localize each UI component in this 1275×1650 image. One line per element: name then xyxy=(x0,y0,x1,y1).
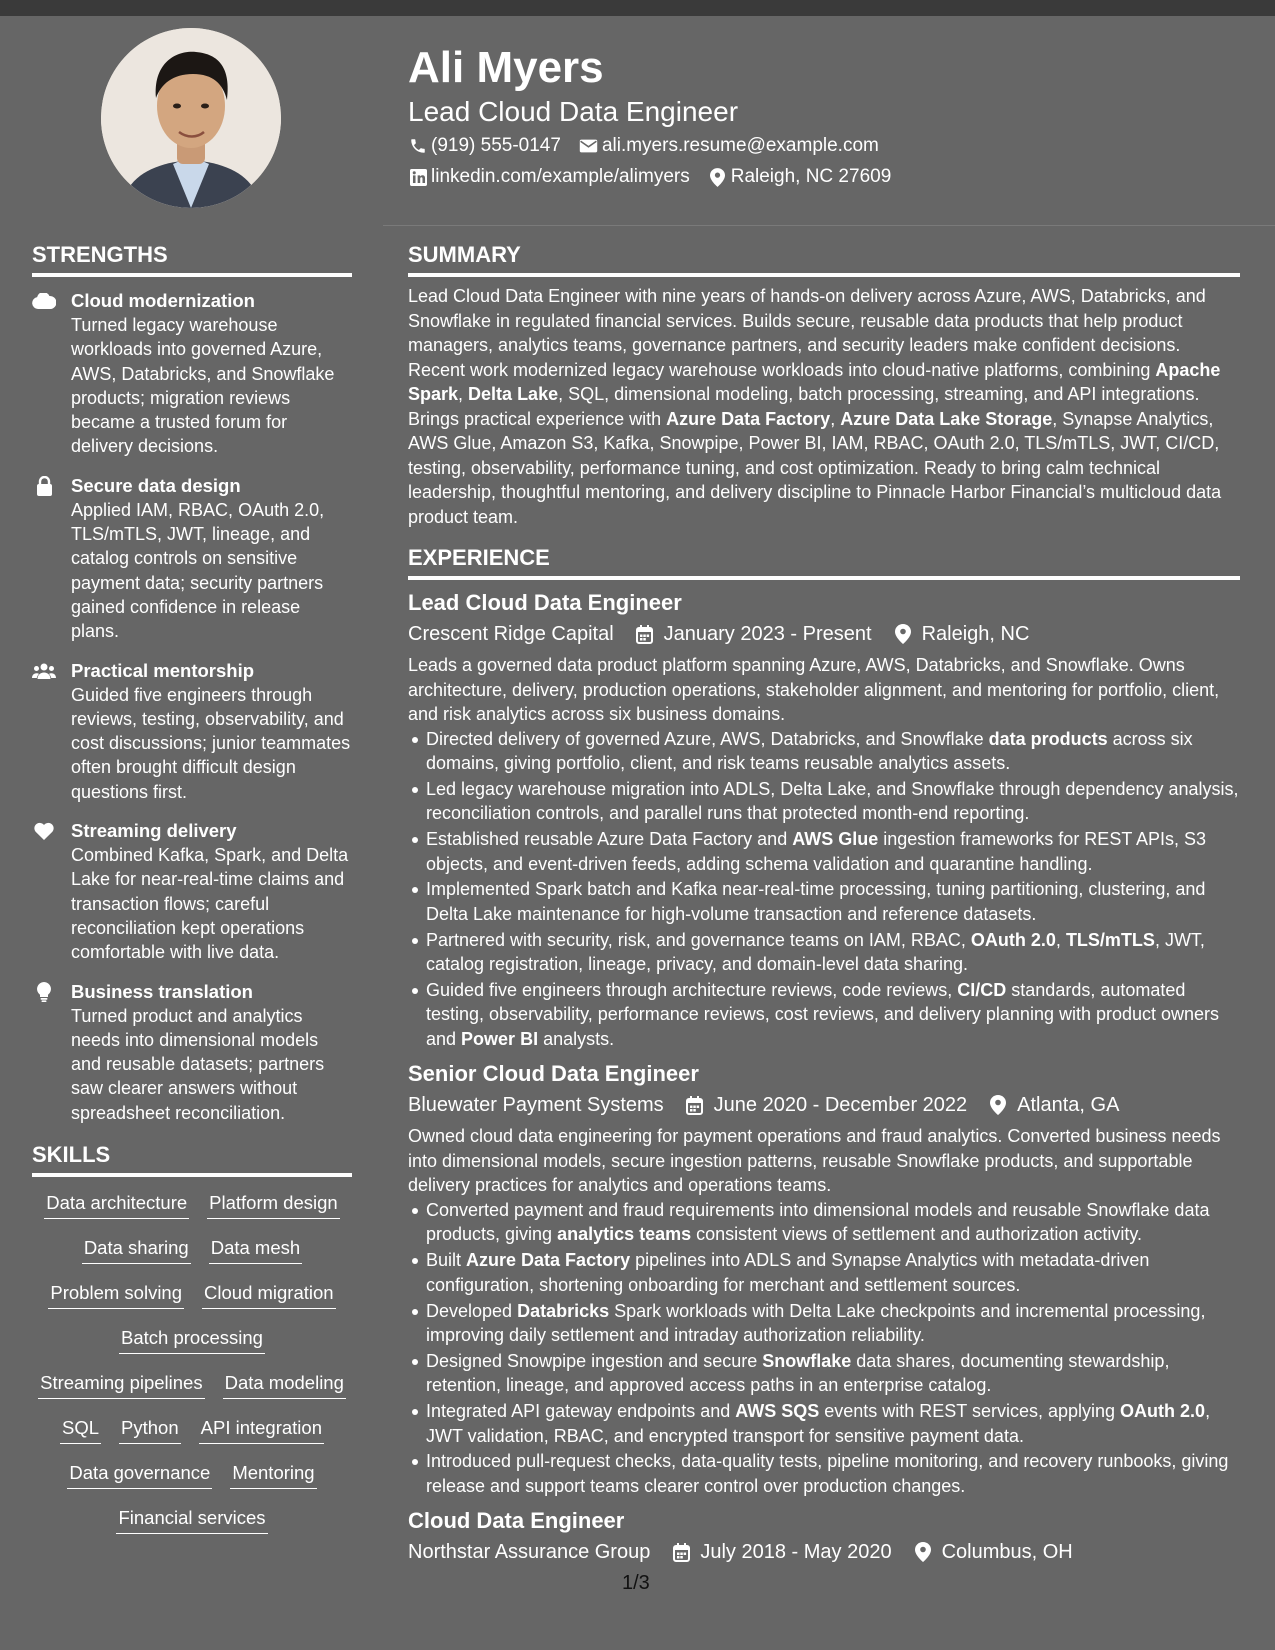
top-bar xyxy=(0,0,1275,16)
strengths-list xyxy=(32,289,352,1125)
strength-title: Cloud modernization xyxy=(71,290,255,311)
skill-row xyxy=(32,1191,352,1236)
calendar-icon xyxy=(670,1541,692,1563)
strength-item xyxy=(32,659,352,804)
job-description: Leads a governed data product platform spanning Azure, AWS, Databricks, and Snowflake. Owns architecture, delivery, production operations, stakeholder alignment, and mentoring for portfolio, client, and risk analytics across six business domains. xyxy=(408,655,1220,724)
heart-icon xyxy=(32,820,56,842)
list-item: Guided five engineers through architecture reviews, code reviews, CI/CD standards, automated testing, observability, performance reviews, cost reviews, and delivery planning with product owners and Power BI analysts. xyxy=(426,978,1240,1052)
cloud-icon xyxy=(32,290,56,312)
lightbulb-icon xyxy=(32,981,56,1003)
skill-row xyxy=(32,1326,352,1371)
skill-tag: Streaming pipelines xyxy=(38,1371,204,1399)
home-location: Raleigh, NC 27609 xyxy=(730,166,892,187)
location-pin-icon xyxy=(892,623,914,645)
summary-heading: SUMMARY xyxy=(408,242,521,267)
strength-title: Practical mentorship xyxy=(71,659,255,681)
skill-tag: Data sharing xyxy=(82,1236,191,1264)
skill-row xyxy=(32,1371,352,1416)
section-rule xyxy=(32,1173,352,1177)
skill-tag: Mentoring xyxy=(230,1461,316,1489)
strength-title: Streaming delivery xyxy=(71,820,237,842)
skill-row xyxy=(32,1236,352,1281)
list-item: Partnered with security, risk, and governance teams on IAM, RBAC, OAuth 2.0, TLS/mTLS, JWT, catalog registration, lineage, privacy, and domain-level data sharing. xyxy=(426,928,1240,977)
strength-item xyxy=(32,474,352,644)
skill-tag: API integration xyxy=(199,1416,324,1444)
list-item: Led legacy warehouse migration into ADLS, Delta Lake, and Snowflake through dependency analysis, reconciliation controls, and parallel runs that protected month-end reporting. xyxy=(426,777,1240,826)
list-item: Developed Databricks Spark workloads with Delta Lake checkpoints and incremental processing, improving daily settlement and intraday authorization reliability. xyxy=(426,1299,1240,1348)
skill-tag: Data mesh xyxy=(209,1236,302,1264)
list-item: Directed delivery of governed Azure, AWS, Databricks, and Snowflake data products across six domains, giving portfolio, client, and risk teams reusable analytics assets. xyxy=(426,727,1240,776)
skills-list xyxy=(32,1191,352,1551)
location-pin-icon xyxy=(708,167,728,187)
skill-tag: Batch processing xyxy=(119,1326,265,1354)
email-icon xyxy=(579,136,599,156)
skill-tag: Python xyxy=(119,1416,181,1444)
strengths-heading: STRENGTHS xyxy=(32,242,168,267)
users-icon xyxy=(32,660,56,682)
location-pin-icon xyxy=(987,1094,1009,1116)
job-location: Raleigh, NC xyxy=(921,623,1030,645)
skills-heading: SKILLS xyxy=(32,1142,111,1168)
job-dates: January 2023 - Present xyxy=(663,623,872,645)
phone-number[interactable]: (919) 555-0147 xyxy=(431,135,561,156)
skill-tag: Data modeling xyxy=(223,1371,346,1399)
job-company: Bluewater Payment Systems xyxy=(408,1094,664,1117)
strength-description: Guided five engineers through reviews, testing, observability, and cost discussions; junior teammates often brought difficult design questions first. xyxy=(71,684,351,802)
job-dates: June 2020 - December 2022 xyxy=(713,1094,968,1117)
strength-title: Secure data design xyxy=(71,474,241,496)
page-number: 1/3 xyxy=(622,1572,650,1594)
experience-heading: EXPERIENCE xyxy=(408,545,550,570)
list-item: Integrated API gateway endpoints and AWS SQS events with REST services, applying OAuth 2.0, JWT validation, RBAC, and encrypted transport for sensitive payment data. xyxy=(426,1399,1240,1448)
list-item: Built Azure Data Factory pipelines into ADLS and Synapse Analytics with metadata-driven configuration, shortening onboarding for merchant and settlement sources. xyxy=(426,1248,1240,1297)
strength-description: Combined Kafka, Spark, and Delta Lake for near-real-time claims and transaction flows; careful reconciliation kept operations comfortable with live data. xyxy=(71,845,349,963)
skill-tag: Cloud migration xyxy=(202,1281,336,1309)
phone-icon xyxy=(408,136,428,156)
skill-tag: Platform design xyxy=(207,1191,340,1219)
calendar-icon xyxy=(684,1094,706,1116)
summary-text: Lead Cloud Data Engineer with nine years of hands-on delivery across Azure, AWS, Databricks, and Snowflake in regulated financial services. Builds secure, reusable data products that help product managers, analytics teams, governance partners, and security leaders make confident decisions. Recent work modernized legacy warehouse workloads into cloud-native platforms, combining Apache Spark, Delta Lake, SQL, dimensional modeling, batch processing, streaming, and API integrations. Brings practical experience with Azure Data Factory, Azure Data Lake Storage, Synapse Analytics, AWS Glue, Amazon S3, Kafka, Snowpipe, Power BI, IAM, RBAC, OAuth 2.0, TLS/mTLS, JWT, CI/CD, testing, observability, performance tuning, and cost optimization. Ready to bring calm technical leadership, thoughtful mentoring, and delivery discipline to Pinnacle Harbor Financial’s multicloud data product team. xyxy=(408,286,1222,527)
section-rule xyxy=(32,273,352,277)
job-entry xyxy=(408,1506,1240,1566)
strength-item xyxy=(32,980,352,1125)
strength-description: Applied IAM, RBAC, OAuth 2.0, TLS/mTLS, JWT, lineage, and catalog controls on sensitive payment data; security partners gained confidence in release plans. xyxy=(71,499,325,642)
list-item: Converted payment and fraud requirements into dimensional models and reusable Snowflake data products, giving analytics teams consistent views of settlement and authorization activity. xyxy=(426,1198,1240,1247)
skill-tag: SQL xyxy=(60,1416,101,1444)
job-company: Crescent Ridge Capital xyxy=(408,623,614,645)
skill-row xyxy=(32,1281,352,1326)
skill-row xyxy=(32,1416,352,1461)
job-meta xyxy=(408,620,1240,648)
job-description: Owned cloud data engineering for payment operations and fraud analytics. Converted business needs into dimensional models, secure ingestion patterns, reusable Snowflake products, and supportable delivery practices for analytics and operations teams. xyxy=(408,1126,1221,1196)
job-company: Northstar Assurance Group xyxy=(408,1541,651,1564)
skill-row xyxy=(32,1506,352,1551)
location-pin-icon xyxy=(912,1541,934,1563)
job-title: Lead Cloud Data Engineer xyxy=(408,590,682,615)
section-rule xyxy=(408,273,1240,277)
strength-description: Turned legacy warehouse workloads into governed Azure, AWS, Databricks, and Snowflake products; migration reviews became a trusted forum for delivery decisions. xyxy=(71,315,335,457)
job-title: Cloud Data Engineer xyxy=(408,1508,625,1534)
list-item: Implemented Spark batch and Kafka near-real-time processing, tuning partitioning, clustering, and Delta Lake maintenance for high-volume transaction and reference datasets. xyxy=(426,877,1240,926)
list-item: Introduced pull-request checks, data-quality tests, pipeline monitoring, and recovery runbooks, giving release and support teams clearer control over production changes. xyxy=(426,1449,1240,1498)
job-title: Senior Cloud Data Engineer xyxy=(408,1061,699,1087)
main-column xyxy=(408,240,1240,1571)
job-dates: July 2018 - May 2020 xyxy=(700,1541,892,1564)
email-address[interactable]: ali.myers.resume@example.com xyxy=(601,135,879,156)
avatar xyxy=(101,28,281,208)
skill-tag: Problem solving xyxy=(48,1281,184,1309)
candidate-title: Lead Cloud Data Engineer xyxy=(408,96,739,127)
job-entry xyxy=(408,1059,1240,1498)
job-bullets xyxy=(408,1198,1240,1498)
experience-list xyxy=(408,588,1240,1566)
skill-row xyxy=(32,1461,352,1506)
strength-item xyxy=(32,819,352,964)
job-bullets xyxy=(408,727,1240,1052)
sidebar xyxy=(32,240,352,1551)
strength-description: Turned product and analytics needs into dimensional models and reusable datasets; partners saw clearer answers without spreadsheet reconciliation. xyxy=(71,1005,325,1123)
contact-row-1 xyxy=(408,134,879,158)
skill-tag: Data architecture xyxy=(44,1191,189,1219)
linkedin-url[interactable]: linkedin.com/example/alimyers xyxy=(431,166,690,187)
section-rule xyxy=(408,576,1240,580)
profile-photo xyxy=(101,28,281,208)
linkedin-icon xyxy=(408,167,428,187)
candidate-name: Ali Myers xyxy=(408,43,604,92)
job-entry xyxy=(408,588,1240,1051)
calendar-icon xyxy=(634,623,656,645)
skill-tag: Financial services xyxy=(116,1506,267,1534)
list-item: Established reusable Azure Data Factory and AWS Glue ingestion frameworks for REST APIs, S3 objects, and event-driven feeds, adding schema validation and quarantine handling. xyxy=(426,827,1240,876)
strength-title: Business translation xyxy=(71,980,253,1002)
lock-icon xyxy=(32,475,56,497)
header-divider xyxy=(383,225,1275,226)
job-meta xyxy=(408,1091,1240,1119)
job-location: Columbus, OH xyxy=(941,1541,1073,1564)
job-meta xyxy=(408,1538,1240,1566)
job-location: Atlanta, GA xyxy=(1017,1094,1120,1117)
contact-row-2 xyxy=(408,165,891,189)
skill-tag: Data governance xyxy=(67,1461,212,1489)
strength-item xyxy=(32,289,352,459)
list-item: Designed Snowpipe ingestion and secure Snowflake data shares, documenting stewardship, retention, lineage, and approved access paths in an enterprise catalog. xyxy=(426,1349,1240,1398)
